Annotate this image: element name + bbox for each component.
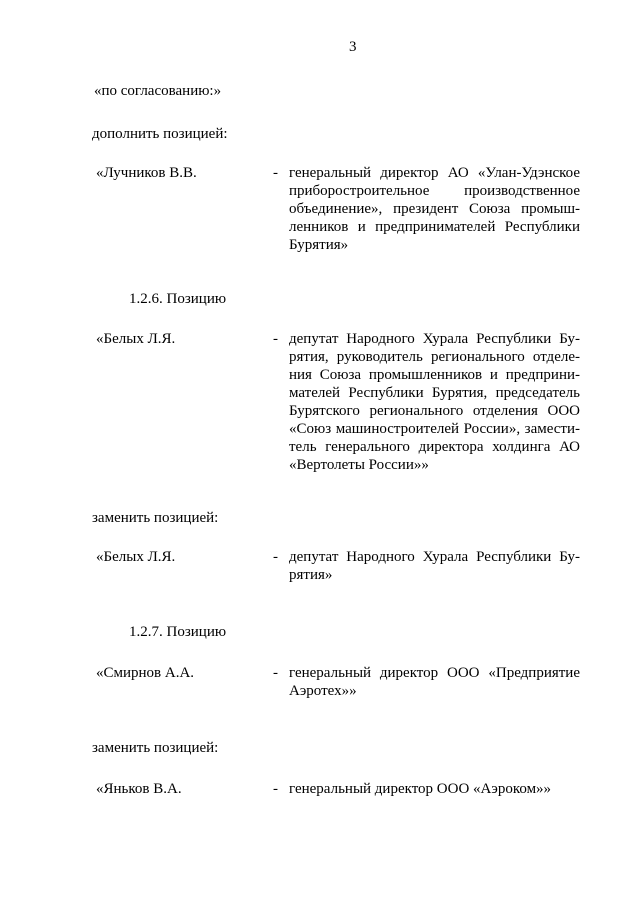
section-1-2-7: 1.2.7. Позицию xyxy=(129,624,227,640)
person-name: «Белых Л.Я. xyxy=(96,331,176,347)
person-name: «Белых Л.Я. xyxy=(96,549,176,565)
desc-line: мателей Республики Бурятия, председатель xyxy=(289,385,580,401)
desc-line: ния Союза промышленников и предприни- xyxy=(289,367,580,383)
desc-line: «Союз машиностроителей России», замести- xyxy=(289,421,580,437)
desc-line: генеральный директор ООО «Аэроком»» xyxy=(289,781,552,797)
desc-line: депутат Народного Хурала Республики Бу- xyxy=(289,331,580,347)
section-1-2-6: 1.2.6. Позицию xyxy=(129,291,227,307)
desc-line: объединение», президент Союза промыш- xyxy=(289,201,580,217)
desc-line: «Вертолеты России»» xyxy=(289,457,429,473)
dash-separator: - xyxy=(273,781,278,797)
desc-line: тель генерального директора холдинга АО xyxy=(289,439,580,455)
desc-line: ленников и предпринимателей Республики xyxy=(289,219,580,235)
position-description xyxy=(289,780,580,798)
person-name: «Яньков В.А. xyxy=(96,781,182,797)
position-description xyxy=(289,548,580,584)
person-name: «Лучников В.В. xyxy=(96,165,197,181)
dash-separator: - xyxy=(273,165,278,181)
desc-line: депутат Народного Хурала Республики Бу- xyxy=(289,549,580,565)
desc-line: генеральный директор ООО «Предприятие xyxy=(289,665,580,681)
person-name: «Смирнов А.А. xyxy=(96,665,195,681)
desc-line: приборостроительное производственное xyxy=(289,183,580,199)
instruction-zamenit: заменить позицией: xyxy=(92,510,219,526)
instruction-dopolnit: дополнить позицией: xyxy=(92,126,228,142)
page-number: 3 xyxy=(349,39,357,55)
position-description xyxy=(289,664,580,700)
position-description xyxy=(289,164,580,254)
desc-line: рятия» xyxy=(289,567,333,583)
desc-line: Аэротех»» xyxy=(289,683,357,699)
heading-po-soglasovaniyu: «по согласованию:» xyxy=(94,83,222,99)
desc-line: рятия, руководитель регионального отделе- xyxy=(289,349,580,365)
desc-line: генеральный директор АО «Улан-Удэнское xyxy=(289,165,580,181)
dash-separator: - xyxy=(273,331,278,347)
dash-separator: - xyxy=(273,665,278,681)
desc-line: Бурятского регионального отделения ООО xyxy=(289,403,580,419)
dash-separator: - xyxy=(273,549,278,565)
instruction-zamenit: заменить позицией: xyxy=(92,740,219,756)
desc-line: Бурятия» xyxy=(289,237,349,253)
position-description xyxy=(289,330,580,474)
